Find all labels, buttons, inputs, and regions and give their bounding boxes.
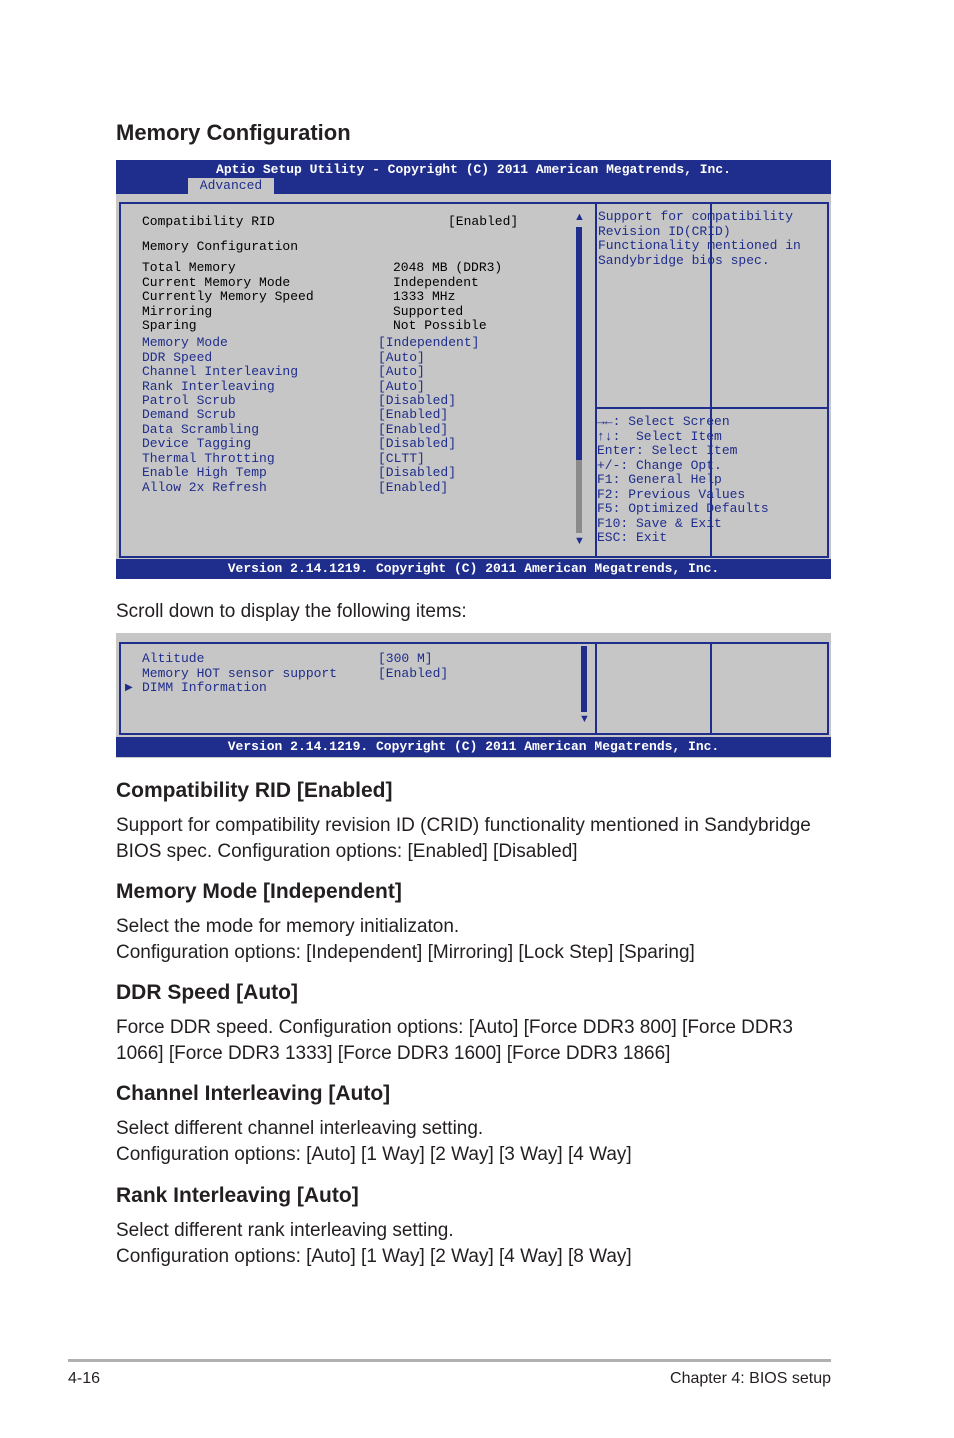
key-hint: F5: Optimized Defaults [597, 501, 769, 516]
setting-label: Enable High Temp [142, 465, 267, 480]
setting-label: Currently Memory Speed [142, 289, 314, 304]
help-pane [595, 202, 829, 558]
bios-header [116, 160, 831, 194]
setting-label: Compatibility RID [142, 214, 275, 229]
setting-value[interactable]: [Disabled] [378, 465, 457, 480]
key-hint: F2: Previous Values [597, 486, 746, 502]
scroll-down-icon-2[interactable]: ▼ [579, 713, 590, 725]
section-heading: Channel Interleaving [Auto] [116, 1082, 391, 1105]
setting-value[interactable]: [300 M] [378, 651, 433, 666]
setting-label: Thermal Throtting [142, 451, 275, 466]
setting-value: Supported [393, 304, 464, 319]
bios-footer-2: Version 2.14.1219. Copyright (C) 2011 American Megatrends, Inc. [116, 737, 831, 757]
help-divider [597, 407, 827, 409]
setting-label: Total Memory [142, 260, 236, 275]
section-text: BIOS spec. Configuration options: [Enabled] [Disabled] [116, 841, 578, 862]
tab-advanced[interactable]: Advanced [188, 178, 274, 194]
setting-value[interactable]: [Disabled] [378, 393, 457, 408]
section-text: Configuration options: [Independent] [Mirroring] [Lock Step] [Sparing] [116, 942, 695, 963]
setting-label: Rank Interleaving [142, 379, 275, 394]
setting-label: Allow 2x Refresh [142, 480, 267, 495]
bios-screen-scrolled [116, 633, 831, 758]
setting-label: Memory HOT sensor support [142, 665, 338, 681]
bios-title: Aptio Setup Utility - Copyright (C) 2011 American Megatrends, Inc. [216, 162, 731, 177]
setting-value[interactable]: [Enabled] [448, 214, 519, 229]
section-text: Select the mode for memory initializaton. [116, 916, 460, 937]
setting-label: Demand Scrub [142, 407, 236, 422]
key-hint: ↑↓: Select Item [597, 428, 722, 444]
setting-label: Mirroring [142, 304, 213, 319]
scroll-up-icon[interactable]: ▲ [574, 211, 585, 223]
section-text: Force DDR speed. Configuration options: [Auto] [Force DDR3 800] [Force DDR3 [116, 1017, 793, 1038]
section-text: Configuration options: [Auto] [1 Way] [2 Way] [4 Way] [8 Way] [116, 1246, 632, 1267]
setting-label: Memory Mode [142, 335, 228, 350]
key-hint: ESC: Exit [597, 530, 668, 545]
setting-label: Data Scrambling [142, 422, 260, 437]
setting-label: DIMM Information [142, 680, 267, 695]
scroll-note: Scroll down to display the following items: [116, 601, 467, 622]
section-text: Configuration options: [Auto] [1 Way] [2 Way] [3 Way] [4 Way] [116, 1144, 632, 1165]
setting-value[interactable]: [Enabled] [378, 407, 449, 422]
setting-value[interactable]: [CLTT] [378, 451, 425, 466]
scrollbar-thumb-2[interactable] [581, 646, 587, 712]
setting-label: Sparing [142, 318, 197, 333]
help-line: Functionality mentioned in [598, 238, 801, 254]
help-line: Sandybridge bios spec. [598, 253, 770, 269]
help-line: Revision ID(CRID) [598, 223, 731, 239]
submenu-arrow-icon: ▶ [125, 682, 133, 693]
setting-value: Independent [393, 275, 479, 290]
footer-rule [68, 1359, 831, 1362]
setting-value[interactable]: [Enabled] [378, 665, 449, 681]
scroll-down-icon[interactable]: ▼ [574, 535, 585, 547]
setting-label: Patrol Scrub [142, 393, 236, 408]
key-hint: Enter: Select Item [597, 443, 738, 458]
section-text: 1066] [Force DDR3 1333] [Force DDR3 1600] [Force DDR3 1866] [116, 1043, 671, 1064]
setting-value[interactable]: [Enabled] [378, 422, 449, 437]
section-heading: DDR Speed [Auto] [116, 981, 298, 1004]
setting-value[interactable]: [Independent] [378, 335, 480, 350]
setting-label: Memory Configuration [142, 239, 299, 254]
chapter-label: Chapter 4: BIOS setup [670, 1370, 831, 1387]
key-hint: F10: Save & Exit [597, 515, 722, 531]
setting-value: Not Possible [393, 318, 487, 333]
setting-value[interactable]: [Auto] [378, 379, 425, 394]
setting-label: DDR Speed [142, 350, 213, 365]
setting-value: 1333 MHz [393, 289, 456, 304]
help-line: Support for compatibility [598, 209, 794, 224]
bios-footer: Version 2.14.1219. Copyright (C) 2011 American Megatrends, Inc. [116, 559, 831, 579]
setting-label: Channel Interleaving [142, 364, 299, 379]
key-hint: +/-: Change Opt. [597, 457, 722, 473]
section-text: Support for compatibility revision ID (CRID) functionality mentioned in Sandybridge [116, 815, 811, 836]
setting-value: 2048 MB (DDR3) [393, 260, 503, 275]
help-pane-scrolled [595, 642, 829, 735]
section-heading: Memory Mode [Independent] [116, 880, 402, 903]
setting-label: Altitude [142, 651, 205, 666]
key-hint: F1: General Help [597, 472, 722, 487]
setting-label: Current Memory Mode [142, 275, 291, 290]
section-heading: Compatibility RID [Enabled] [116, 779, 393, 802]
setting-value[interactable]: [Enabled] [378, 480, 449, 495]
section-title: Memory Configuration [116, 120, 351, 145]
scrollbar-thumb[interactable] [576, 227, 582, 460]
setting-label: Device Tagging [142, 436, 252, 451]
setting-value[interactable]: [Disabled] [378, 436, 457, 451]
bios-screen-main [116, 160, 831, 579]
setting-value[interactable]: [Auto] [378, 364, 425, 379]
page-number: 4-16 [68, 1370, 101, 1387]
key-hint: →←: Select Screen [597, 414, 730, 429]
section-text: Select different channel interleaving setting. [116, 1118, 484, 1139]
section-heading: Rank Interleaving [Auto] [116, 1184, 359, 1207]
section-text: Select different rank interleaving setting. [116, 1220, 454, 1241]
setting-value[interactable]: [Auto] [378, 350, 425, 365]
